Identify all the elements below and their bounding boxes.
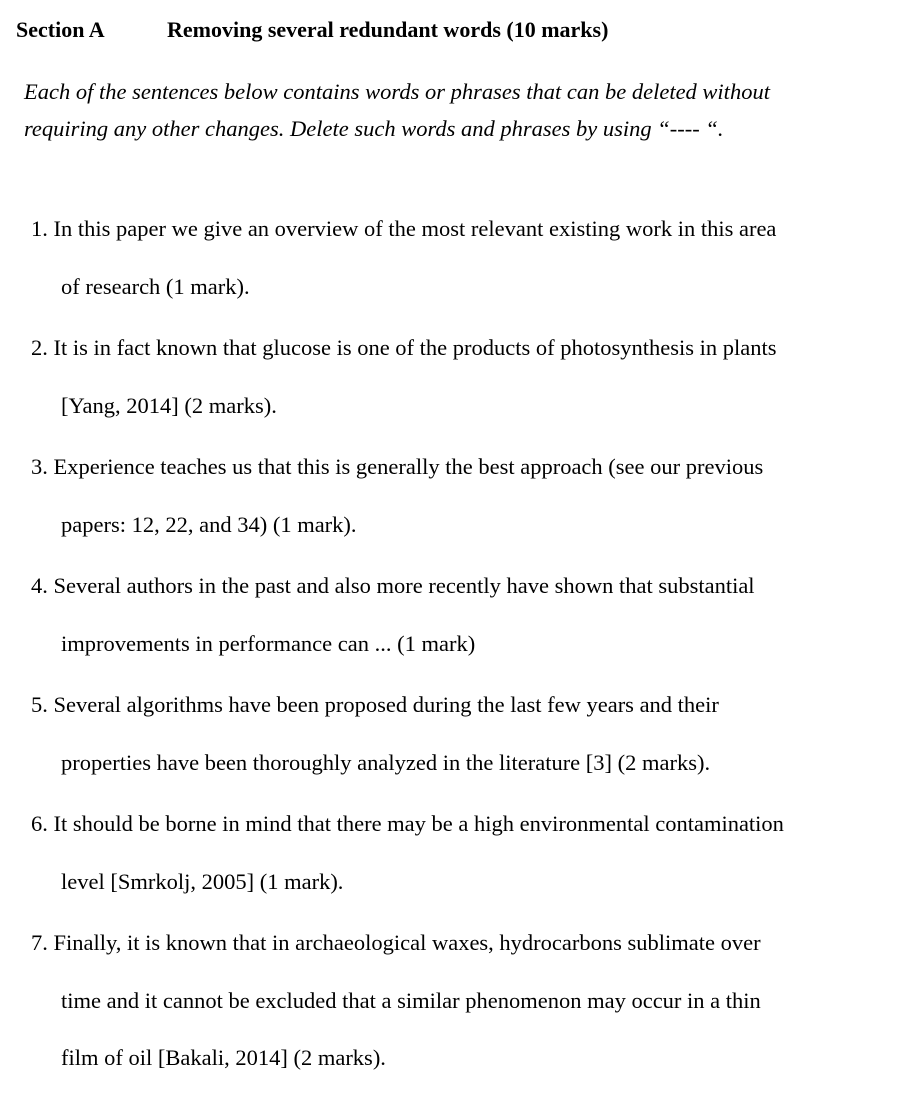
item-text: In this paper we give an overview of the most relevant existing work in this area [53, 216, 777, 241]
item-text: It is in fact known that glucose is one of the products of photosynthesis in plants [53, 335, 777, 360]
exercise-first-line [0, 200, 916, 258]
item-text: Experience teaches us that this is generally the best approach (see our previous [53, 454, 764, 479]
item-text: improvements in performance can ... (1 mark) [61, 630, 476, 656]
item-number: 3. [31, 454, 48, 479]
item-text: properties have been thoroughly analyzed in the literature [3] (2 marks). [61, 749, 711, 775]
item-number: 2. [31, 335, 48, 360]
instructions-line: Each of the sentences below contains words or phrases that can be deleted without [24, 79, 770, 104]
exercise-item [0, 438, 916, 553]
exercise-first-line [0, 676, 916, 734]
item-number: 5. [31, 692, 48, 717]
instructions-line: requiring any other changes. Delete such words and phrases by using “---- “. [24, 116, 724, 141]
item-text: papers: 12, 22, and 34) (1 mark). [61, 511, 357, 537]
exercise-list [0, 200, 916, 1091]
item-text: Several algorithms have been proposed during the last few years and their [53, 692, 719, 717]
exercise-item [0, 914, 916, 1087]
item-text: of research (1 mark). [61, 273, 250, 299]
section-title: Removing several redundant words (10 marks) [167, 17, 609, 42]
item-text: It should be borne in mind that there may be a high environmental contamination [53, 811, 784, 836]
exercise-item [0, 200, 916, 315]
item-number: 1. [31, 216, 48, 241]
section-label: Section A [16, 17, 105, 42]
item-text: [Yang, 2014] (2 marks). [61, 392, 277, 418]
item-number: 4. [31, 573, 48, 598]
exercise-first-line [0, 438, 916, 496]
exercise-item [0, 557, 916, 672]
instructions [24, 73, 904, 147]
item-text: Finally, it is known that in archaeological waxes, hydrocarbons sublimate over [53, 930, 761, 955]
exercise-item [0, 319, 916, 434]
exercise-first-line [0, 914, 916, 972]
section-heading [16, 14, 608, 46]
item-text: film of oil [Bakali, 2014] (2 marks). [61, 1045, 386, 1070]
exercise-first-line [0, 795, 916, 853]
exercise-first-line [0, 319, 916, 377]
exercise-item [0, 795, 916, 910]
exercise-first-line [0, 557, 916, 615]
exercise-item [0, 676, 916, 791]
item-text: Several authors in the past and also more recently have shown that substantial [53, 573, 755, 598]
item-text: time and it cannot be excluded that a similar phenomenon may occur in a thin [61, 987, 761, 1013]
item-text: level [Smrkolj, 2005] (1 mark). [61, 868, 344, 894]
item-number: 6. [31, 811, 48, 836]
item-number: 7. [31, 930, 48, 955]
